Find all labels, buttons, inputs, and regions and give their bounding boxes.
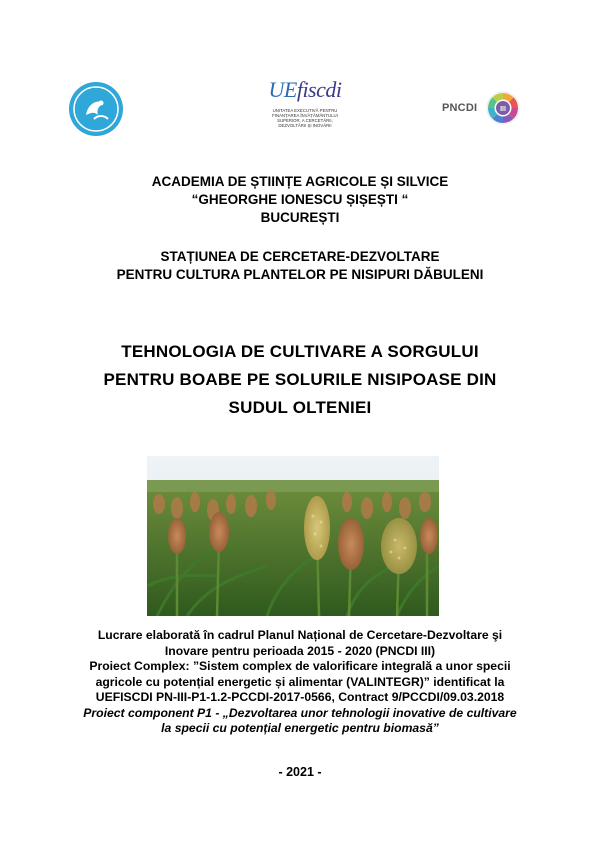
credits-line: Inovare pentru perioada 2015 - 2020 (PNCDI III) (164, 643, 436, 658)
credits-line: agricole cu potențial energetic și alimentar (VALINTEGR)” identificat la (95, 674, 505, 689)
uefiscdi-brand-main: fiscdi (296, 77, 342, 102)
uefiscdi-brand (250, 78, 360, 102)
institution-line-2: “GHEORGHE IONESCU ȘIȘEȘTI “ (191, 192, 409, 207)
project-credits (60, 628, 540, 737)
uefiscdi-subtitle (250, 108, 360, 128)
uefiscdi-sub-line: FINANȚAREA ÎNVĂȚĂMÂNTULUI (272, 113, 338, 118)
document-title-line-2: PENTRU BOABE PE SOLURILE NISIPOASE DIN (103, 370, 497, 389)
credits-line-italic: la specii cu potențial energetic pentru biomasă” (161, 721, 439, 735)
sorghum-field-illustration (147, 456, 439, 616)
asas-logo (68, 81, 124, 137)
document-title-line-3: SUDUL OLTENIEI (228, 398, 372, 417)
uefiscdi-sub-line: DEZVOLTĂRII ȘI INOVĂRII (278, 123, 332, 128)
institution-line-1: ACADEMIA DE ȘTIINȚE AGRICOLE ȘI SILVICE (151, 174, 449, 189)
credits-line: UEFISCDI PN-III-P1-1.2-PCCDI-2017-0566, Contract 9/PCCDI/09.03.2018 (95, 690, 505, 704)
pncdi-flower-icon (485, 90, 521, 126)
pncdi-badge: III (500, 106, 506, 113)
ro-academy-seal-icon (68, 81, 124, 137)
credits-line: Proiect Complex: ”Sistem complex de valorificare integrală a unor specii (89, 659, 511, 673)
pncdi-text: PNCDI (442, 102, 478, 114)
logo-row (0, 78, 600, 148)
uefiscdi-logo (250, 78, 360, 142)
uefiscdi-sub-line: SUPERIOR, A CERCETĂRII, (277, 118, 333, 123)
station-line-1: STAȚIUNEA DE CERCETARE-DEZVOLTARE (160, 249, 440, 264)
station-line-2: PENTRU CULTURA PLANTELOR PE NISIPURI DĂBULENI (116, 267, 484, 282)
credits-line: Lucrare elaborată în cadrul Planul Național de Cercetare-Dezvoltare şi (97, 628, 503, 642)
document-title-line-1: TEHNOLOGIA DE CULTIVARE A SORGULUI (121, 342, 479, 361)
credits-line-italic: Proiect component P1 - „Dezvoltarea unor tehnologii inovative de cultivare (83, 705, 517, 720)
uefiscdi-sub-line: UNITATEA EXECUTIVĂ PENTRU (272, 108, 338, 113)
uefiscdi-brand-prefix: UE (268, 77, 297, 102)
sorghum-field-photo (147, 456, 439, 616)
pncdi-logo (442, 90, 522, 126)
institution-line-3: BUCUREȘTI (260, 210, 340, 225)
publication-year: - 2021 - (278, 765, 322, 779)
